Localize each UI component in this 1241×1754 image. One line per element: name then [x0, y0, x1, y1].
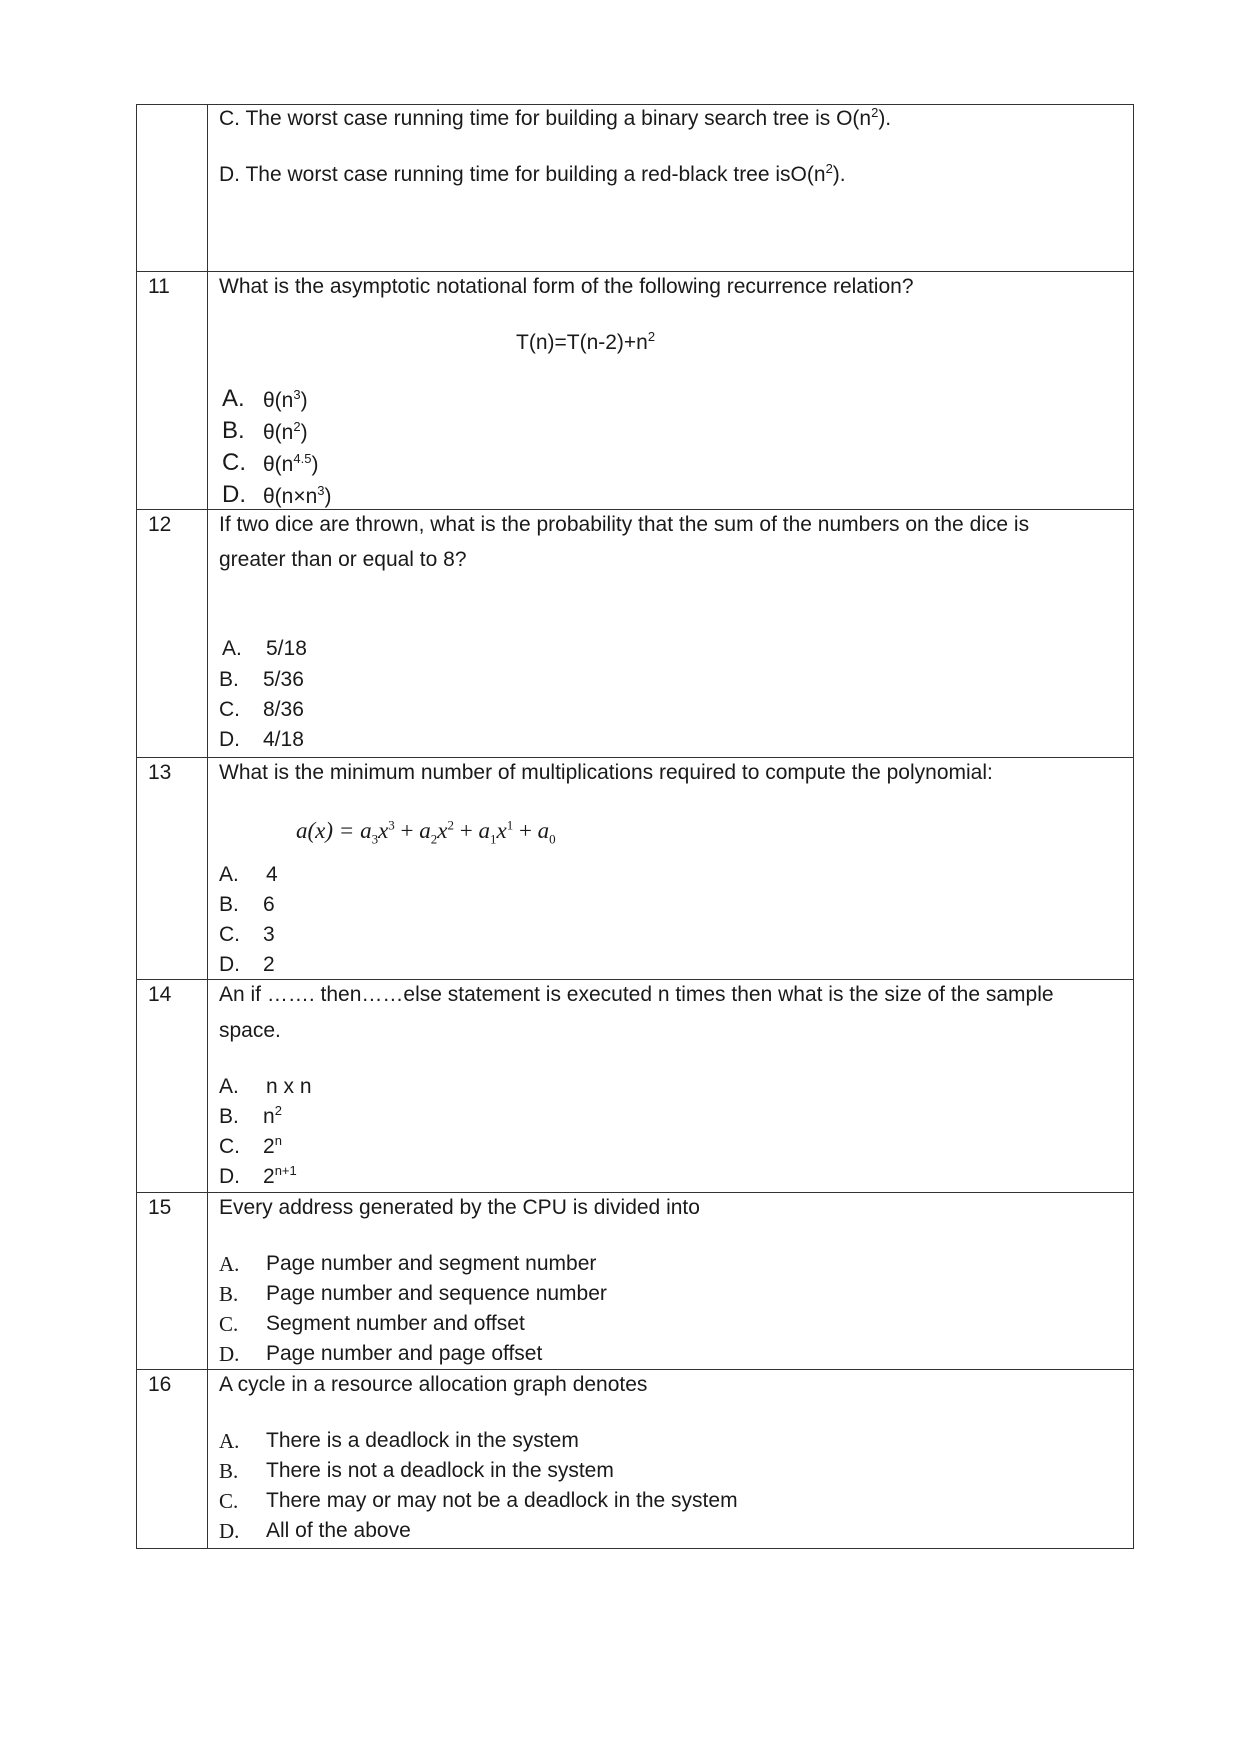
- option-letter: C.: [219, 1135, 240, 1158]
- option-letter: D.: [219, 1342, 240, 1366]
- question-text: What is the asymptotic notational form of the following recurrence relation?: [219, 275, 914, 298]
- prev-option-c-sup: 2: [871, 105, 879, 120]
- question-text: Every address generated by the CPU is divided into: [219, 1196, 700, 1219]
- option-letter: D.: [219, 953, 240, 976]
- option-letter: B.: [222, 417, 245, 444]
- option-text: 3: [263, 923, 275, 946]
- option-text: 8/36: [263, 698, 304, 721]
- question-text: What is the minimum number of multiplications required to compute the polynomial:: [219, 761, 993, 784]
- prev-option-d-sup: 2: [825, 161, 833, 176]
- question-number: 11: [148, 275, 170, 298]
- option-text: Page number and sequence number: [266, 1282, 607, 1305]
- question-text: A cycle in a resource allocation graph denotes: [219, 1373, 648, 1396]
- recurrence-sup: 2: [647, 329, 656, 344]
- option-letter: D.: [219, 1519, 240, 1543]
- option-letter: D.: [219, 1165, 240, 1188]
- question-number: 16: [148, 1373, 172, 1396]
- question-text-line1: If two dice are thrown, what is the probability that the sum of the numbers on the dice is: [219, 513, 1030, 536]
- recurrence-text: T(n)=T(n-2)+n: [516, 331, 648, 354]
- prev-option-d: [219, 162, 846, 188]
- option-text: 4/18: [263, 728, 304, 751]
- option-text: $\theta(n^3)$: [263, 387, 308, 412]
- option-letter: B.: [219, 1282, 239, 1306]
- option-text: There may or may not be a deadlock in the system: [266, 1489, 738, 1512]
- option-text: 5/36: [263, 668, 304, 691]
- option-text: $\theta(n^2)$: [263, 419, 308, 444]
- option-text: Page number and page offset: [266, 1342, 543, 1365]
- prev-option-c: [219, 106, 891, 132]
- question-text-line1: An if ……. then……else statement is executed n times then what is the size of the sample: [219, 983, 1054, 1006]
- option-text: $n^2$: [263, 1103, 282, 1128]
- prev-option-d-text: D. The worst case running time for building a red-black tree isO(n: [219, 163, 826, 186]
- row-divider: [136, 271, 1134, 272]
- option-letter: A.: [219, 863, 239, 886]
- option-letter: A.: [219, 1075, 239, 1098]
- option-text: 6: [263, 893, 275, 916]
- prev-option-c-end: ).: [878, 107, 892, 130]
- recurrence-relation: [516, 330, 655, 356]
- prev-option-c-text: C. The worst case running time for building a binary search tree is O(n: [219, 107, 872, 130]
- prev-option-d-end: ).: [832, 163, 846, 186]
- question-text-line2: greater than or equal to 8?: [219, 548, 467, 571]
- question-number: 15: [148, 1196, 172, 1219]
- row-divider: [136, 1369, 1134, 1370]
- option-letter: C.: [219, 698, 240, 721]
- row-divider: [136, 757, 1134, 758]
- table-border-right: [1133, 104, 1134, 1549]
- row-divider: [136, 1192, 1134, 1193]
- option-text: There is not a deadlock in the system: [266, 1459, 614, 1482]
- option-letter: D.: [219, 728, 240, 751]
- option-text: $2^{n+1}$: [263, 1163, 297, 1188]
- question-text-line2: space.: [219, 1019, 281, 1042]
- option-letter: C.: [219, 1489, 239, 1513]
- option-letter: A.: [222, 385, 245, 412]
- option-text: n x n: [266, 1075, 312, 1098]
- option-text: 2: [263, 953, 275, 976]
- option-text: $\theta(n^{4.5})$: [263, 451, 319, 476]
- option-letter: C.: [222, 449, 246, 476]
- option-letter: B.: [219, 668, 239, 691]
- table-border-left: [136, 104, 137, 1549]
- table-border-top: [136, 104, 1134, 105]
- option-letter: B.: [219, 893, 239, 916]
- option-text: There is a deadlock in the system: [266, 1429, 579, 1452]
- option-text: $\theta(n\times n^3)$: [263, 483, 332, 508]
- option-text: 5/18: [266, 637, 307, 660]
- question-number: 13: [148, 761, 172, 784]
- option-text: Page number and segment number: [266, 1252, 597, 1275]
- polynomial-formula: $a(x) = a_3x^3 + a_2x^2 + a_1x^1 + a_0$: [296, 817, 556, 847]
- option-text: Segment number and offset: [266, 1312, 525, 1335]
- option-text: All of the above: [266, 1519, 411, 1542]
- option-letter: B.: [219, 1459, 239, 1483]
- table-border-bottom: [136, 1548, 1134, 1549]
- option-letter: A.: [219, 1429, 240, 1453]
- option-letter: C.: [219, 1312, 239, 1336]
- option-letter: A.: [222, 637, 242, 660]
- option-letter: D.: [222, 481, 246, 508]
- option-letter: C.: [219, 923, 240, 946]
- option-text: 4: [266, 863, 278, 886]
- question-number: 14: [148, 983, 172, 1006]
- row-divider: [136, 979, 1134, 980]
- option-letter: A.: [219, 1252, 240, 1276]
- question-number: 12: [148, 513, 172, 536]
- column-divider: [207, 104, 208, 1549]
- option-letter: B.: [219, 1105, 239, 1128]
- option-text: 2$^n$: [263, 1133, 282, 1158]
